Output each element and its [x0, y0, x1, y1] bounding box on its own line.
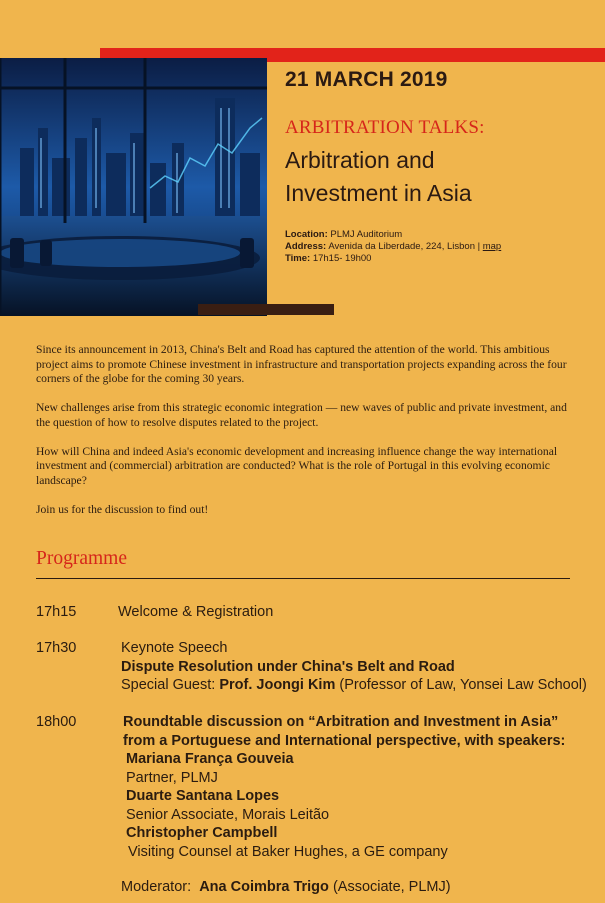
event-kicker: ARBITRATION TALKS: [285, 117, 485, 138]
intro-paragraph-2: New challenges arise from this strategic economic integration — new waves of public and private investment, and the question of how to resolve disputes related to the project. [36, 401, 567, 429]
speaker-role: Partner, PLMJ [126, 769, 218, 786]
keynote-label: Keynote Speech [121, 640, 228, 656]
location-row [285, 229, 585, 241]
event-headline [285, 144, 585, 210]
event-date: 21 MARCH 2019 [285, 68, 448, 91]
address-label: Address: [285, 241, 327, 252]
moderator-affiliation: (Associate, PLMJ) [332, 879, 451, 895]
guest-prefix: Special Guest: [121, 677, 216, 693]
roundtable-title-line-1: Roundtable discussion on “Arbitration and Investment in Asia” [123, 714, 559, 730]
special-guest-line [121, 676, 587, 695]
guest-affiliation: (Professor of Law, Yonsei Law School) [339, 677, 587, 693]
headline-line-1: Arbitration and [285, 147, 435, 173]
intro-paragraph-1: Since its announcement in 2013, China's Belt and Road has captured the attention of the world. This ambitious project aims to promote Chinese investment in infrastructure and transportation projects expanding across the four corners of the globe for the coming 30 years. [36, 343, 567, 385]
city-skyline-image [0, 58, 267, 316]
intro-paragraph-3: How will China and indeed Asia's economic development and increasing influence change the way international investment and (commercial) arbitration are conducted? What is the role of Portugal in this evolving economic landscape? [36, 444, 558, 487]
time-value: 17h15- 19h00 [312, 253, 372, 264]
location-label: Location: [285, 229, 328, 240]
speaker-name: Mariana França Gouveia [126, 751, 294, 767]
headline-line-2: Investment in Asia [285, 180, 472, 206]
address-row [285, 241, 585, 253]
speaker-role: Visiting Counsel at Baker Hughes, a GE company [128, 843, 448, 860]
programme-item-3 [123, 713, 565, 861]
programme-time-1: 17h15 [36, 604, 77, 620]
intro-text [36, 343, 572, 532]
moderator-name: Ana Coimbra Trigo [199, 879, 329, 895]
keynote-talk-title: Dispute Resolution under China's Belt and Road [121, 658, 455, 675]
programme-time-2: 17h30 [36, 640, 77, 656]
time-label: Time: [285, 253, 311, 264]
intro-paragraph-4: Join us for the discussion to find out! [36, 502, 209, 516]
address-value: Avenida da Liberdade, 224, Lisbon | [328, 241, 481, 252]
event-details [285, 229, 585, 265]
programme-title: Programme [36, 548, 127, 569]
time-row [285, 253, 585, 265]
speaker-role: Senior Associate, Morais Leitão [126, 806, 330, 823]
guest-name: Prof. Joongi Kim [219, 677, 336, 693]
location-value: PLMJ Auditorium [330, 229, 403, 240]
speaker-2 [123, 787, 565, 824]
speaker-name: Christopher Campbell [126, 825, 278, 841]
dark-accent-bar [198, 304, 334, 315]
programme-item-1-title: Welcome & Registration [118, 604, 274, 620]
speaker-1 [123, 750, 565, 787]
programme-item-2 [121, 639, 587, 695]
roundtable-title-line-2: from a Portuguese and International perspective, with speakers: [123, 732, 566, 749]
map-link[interactable]: map [482, 241, 502, 252]
programme-time-3: 18h00 [36, 714, 77, 730]
moderator-label: Moderator: [121, 879, 192, 895]
moderator-line [121, 878, 451, 897]
speaker-name: Duarte Santana Lopes [126, 788, 280, 804]
programme-divider [36, 578, 570, 579]
speaker-3 [123, 824, 565, 861]
